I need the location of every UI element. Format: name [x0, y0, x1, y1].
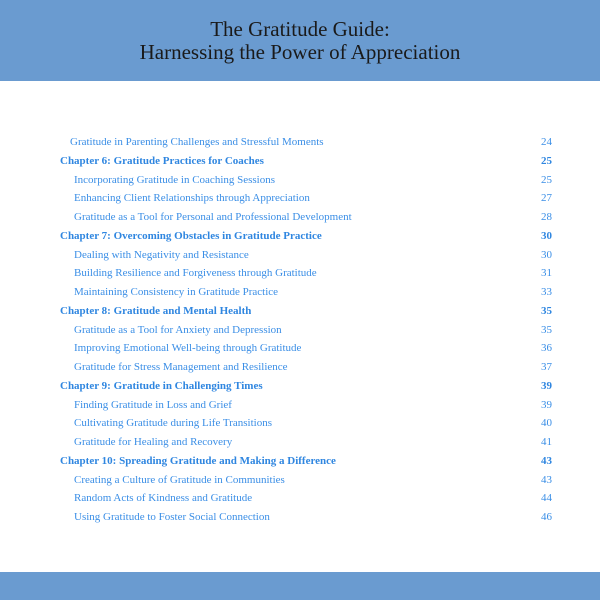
toc-page-number[interactable]: 39	[541, 379, 552, 392]
toc-page-number[interactable]: 44	[541, 492, 552, 505]
toc-page-number[interactable]: 30	[541, 229, 552, 242]
toc-chapter-entry[interactable]	[60, 152, 552, 171]
toc-entry-title[interactable]: Gratitude as a Tool for Anxiety and Depression	[74, 323, 282, 336]
toc-section-entry[interactable]	[60, 208, 552, 227]
title-line-2: Harnessing the Power of Appreciation	[139, 40, 461, 64]
toc-page-number[interactable]: 36	[541, 342, 552, 355]
toc-section-entry[interactable]	[60, 433, 552, 452]
toc-section-entry[interactable]	[60, 246, 552, 265]
toc-entry-title[interactable]: Gratitude in Parenting Challenges and Stressful Moments	[70, 136, 324, 148]
toc-entry-title[interactable]: Cultivating Gratitude during Life Transitions	[74, 417, 272, 430]
toc-chapter-entry[interactable]	[60, 302, 552, 321]
toc-entry-title[interactable]: Using Gratitude to Foster Social Connection	[74, 511, 270, 523]
toc-section-entry[interactable]	[60, 321, 552, 340]
toc-entry-title[interactable]: Chapter 7: Overcoming Obstacles in Gratitude Practice	[60, 229, 322, 242]
toc-chapter-entry[interactable]	[60, 377, 552, 396]
toc-page-number[interactable]: 31	[541, 267, 552, 280]
table-of-contents	[60, 133, 552, 527]
toc-entry-title[interactable]: Gratitude as a Tool for Personal and Professional Development	[74, 211, 352, 223]
toc-page-number[interactable]: 28	[541, 211, 552, 223]
toc-page-number[interactable]: 39	[541, 398, 552, 411]
toc-entry-title[interactable]: Gratitude for Healing and Recovery	[74, 436, 233, 448]
toc-page-number[interactable]: 24	[541, 136, 552, 148]
toc-section-entry[interactable]	[60, 339, 552, 358]
toc-page-number[interactable]: 25	[541, 154, 552, 167]
toc-section-entry[interactable]	[60, 414, 552, 433]
toc-page-number[interactable]: 35	[541, 323, 552, 336]
toc-chapter-entry[interactable]	[60, 452, 552, 471]
toc-section-entry[interactable]	[60, 508, 552, 527]
toc-page-number[interactable]: 43	[541, 454, 552, 467]
toc-section-entry[interactable]	[60, 489, 552, 508]
toc-entry-title[interactable]: Chapter 6: Gratitude Practices for Coaches	[60, 154, 264, 167]
footer-band	[0, 572, 600, 600]
toc-section-entry[interactable]	[60, 358, 552, 377]
toc-entry-title[interactable]: Incorporating Gratitude in Coaching Sessions	[74, 173, 276, 186]
toc-section-entry[interactable]	[60, 264, 552, 283]
toc-page-number[interactable]: 30	[541, 248, 552, 261]
toc-entry-title[interactable]: Dealing with Negativity and Resistance	[74, 248, 249, 261]
toc-page-number[interactable]: 25	[541, 173, 552, 186]
toc-page-number[interactable]: 40	[541, 417, 552, 430]
toc-entry-title[interactable]: Random Acts of Kindness and Gratitude	[74, 492, 253, 505]
toc-chapter-entry[interactable]	[60, 227, 552, 246]
toc-section-entry[interactable]	[60, 471, 552, 490]
toc-section-entry[interactable]	[60, 189, 552, 208]
toc-entry-title[interactable]: Enhancing Client Relationships through Appreciation	[74, 192, 310, 205]
toc-page-number[interactable]: 35	[541, 304, 552, 317]
toc-entry-title[interactable]: Gratitude for Stress Management and Resilience	[74, 361, 288, 373]
toc-entry-title[interactable]: Improving Emotional Well-being through Gratitude	[74, 342, 302, 355]
toc-entry-title[interactable]: Creating a Culture of Gratitude in Communities	[74, 473, 285, 486]
toc-entry-title[interactable]: Building Resilience and Forgiveness through Gratitude	[74, 267, 317, 280]
toc-page-number[interactable]: 46	[541, 511, 552, 523]
toc-page-number[interactable]: 27	[541, 192, 552, 205]
toc-entry-title[interactable]: Chapter 10: Spreading Gratitude and Making a Difference	[60, 454, 336, 467]
toc-page-number[interactable]: 37	[541, 361, 552, 373]
toc-section-entry[interactable]	[60, 133, 552, 152]
toc-section-entry[interactable]	[60, 396, 552, 415]
toc-page-number[interactable]: 41	[541, 436, 552, 448]
toc-entry-title[interactable]: Chapter 8: Gratitude and Mental Health	[60, 304, 252, 317]
toc-section-entry[interactable]	[60, 283, 552, 302]
toc-entry-title[interactable]: Finding Gratitude in Loss and Grief	[74, 398, 232, 411]
toc-page-number[interactable]: 43	[541, 473, 552, 486]
toc-entry-title[interactable]: Maintaining Consistency in Gratitude Practice	[74, 286, 279, 298]
title-line-1: The Gratitude Guide:	[210, 17, 390, 41]
toc-page-number[interactable]: 33	[541, 286, 552, 298]
header-band	[0, 0, 600, 81]
toc-section-entry[interactable]	[60, 171, 552, 190]
toc-entry-title[interactable]: Chapter 9: Gratitude in Challenging Times	[60, 379, 263, 392]
